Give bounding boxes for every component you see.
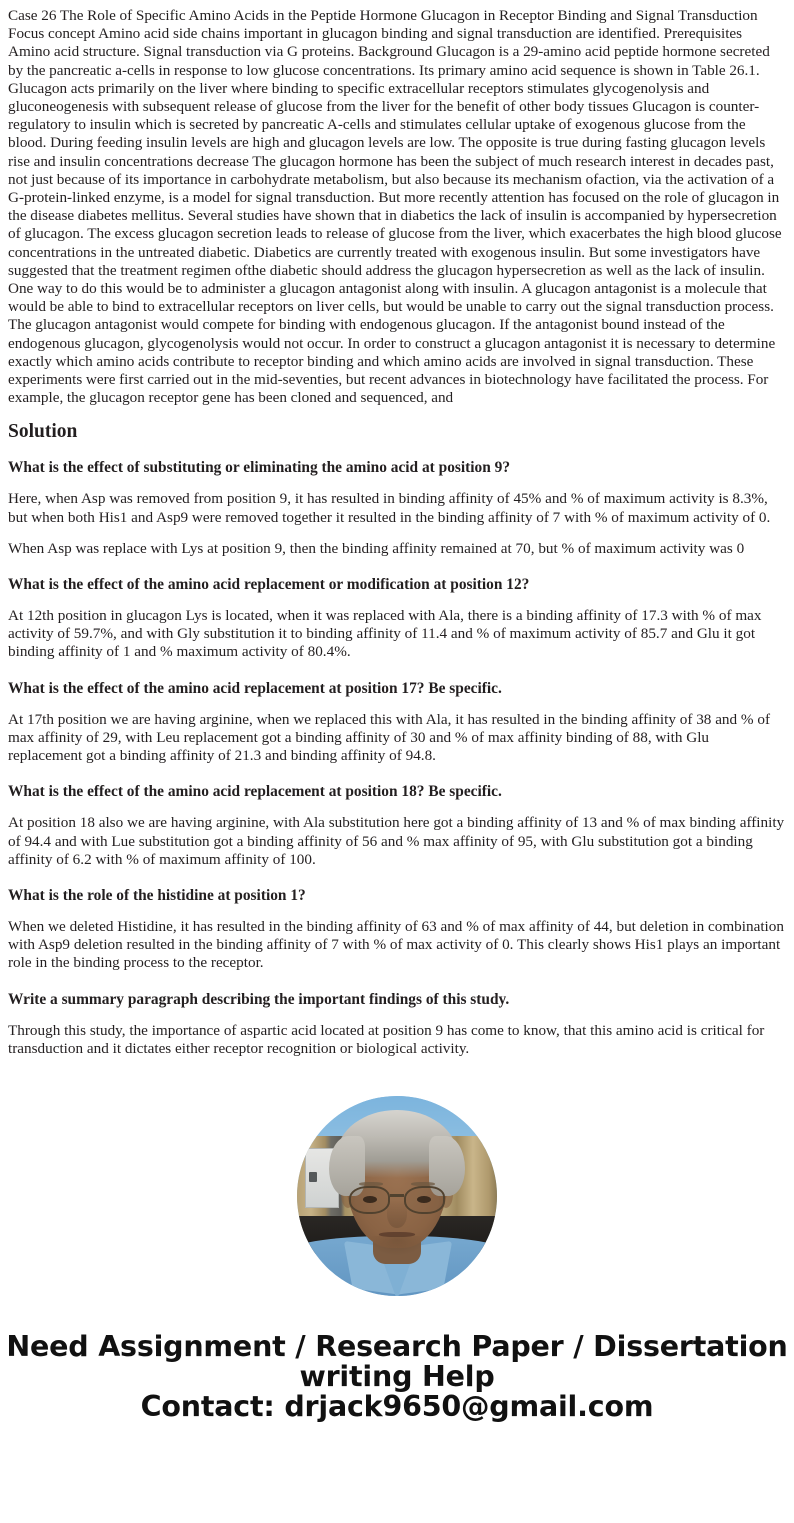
question-heading: Write a summary paragraph describing the important findings of this study.	[8, 990, 510, 1008]
photo-glasses-bridge	[390, 1194, 403, 1196]
solution-heading: Solution	[8, 421, 78, 443]
answer-text: When Asp was replace with Lys at position 9, then the binding affinity remained at 70, but % of maximum activity was 0	[8, 539, 745, 557]
qa-block-position-12	[8, 575, 786, 662]
photo-eye-left	[363, 1196, 377, 1203]
answer-text: Through this study, the importance of aspartic acid located at position 9 has come to know, that this amino acid is critical for transduction and it dictates either receptor recognition or biological activity.	[8, 1021, 765, 1057]
footer-line-2: writing Help	[299, 1359, 495, 1393]
answer-text: At 12th position in glucagon Lys is located, when it was replaced with Ala, there is a binding affinity of 17.3 with % of max activity of 59.7%, and with Gly substitution it to binding affinity of 11.4 and % of maximum activity of 85.7 and Glu it got binding affinity of 1 and % maximum activity of 80.4%.	[8, 607, 762, 661]
photo-chin	[369, 1236, 425, 1256]
question-heading: What is the role of the histidine at position 1?	[8, 886, 306, 904]
qa-block-position-18	[8, 782, 786, 869]
qa-block-histidine-position-1	[8, 886, 786, 973]
footer-line-1: Need Assignment / Research Paper / Dissertation	[6, 1329, 788, 1363]
answer-text: Here, when Asp was removed from position 9, it has resulted in binding affinity of 45% and % of maximum activity is 8.3%, but when both His1 and Asp9 were removed together it resulted in the binding affinity of 7 with % of maximum activity of 0.	[8, 490, 771, 526]
portrait-photo	[297, 1096, 497, 1296]
question-heading: What is the effect of the amino acid replacement at position 17? Be specific.	[8, 679, 502, 697]
intro-paragraph: Case 26 The Role of Specific Amino Acids in the Peptide Hormone Glucagon in Receptor Binding and Signal Transduction Focus concept Amino acid side chains important in glucagon binding and signal transduction are identified. Prerequisites Amino acid structure. Signal transduction via G proteins. Background Glucagon is a 29-amino acid peptide hormone secreted by the pancreatic a-cells in response to low glucose concentrations. Its primary amino acid sequence is shown in Table 26.1. Glucagon acts primarily on the liver where binding to specific extracellular receptors stimulates glycogenolysis and gluconeogenesis with subsequent release of glucose from the liver for the benefit of other body tissues Glucagon is counter-regulatory to insulin which is secreted by pancreatic A-cells and stimulates cellular uptake of exogenous glucose from the blood. During feeding insulin levels are high and glucagon levels are low. The opposite is true during fasting glucagon levels rise and insulin concentrations decrease The glucagon hormone has been the subject of much research interest in decades past, not just because of its importance in carbohydrate metabolism, but also because its mechanism ofaction, via the activation of a G-protein-linked enzyme, is a model for signal transduction. But more recently attention has focused on the role of glucagon in the disease diabetes mellitus. Several studies have shown that in diabetics the lack of insulin is accompanied by hypersecretion of glucagon. The excess glucagon secretion leads to release of glucose from the liver, which exacerbates the high blood glucose concentrations in the untreated diabetic. Diabetics are currently treated with exogenous insulin. But some investigators have suggested that the treatment regimen ofthe diabetic should address the glucagon hypersecretion as well as the lack of insulin. One way to do this would be to administer a glucagon antagonist along with insulin. A glucagon antagonist is a molecule that would be able to bind to extracellular receptors on liver cells, but would be unable to carry out the signal transduction process. The glucagon antagonist would compete for binding with endogenous glucagon. If the antagonist bound instead of the endogenous glucagon, glycogenolysis would not occur. In order to construct a glucagon antagonist it is necessary to determine exactly which amino acids contribute to receptor binding and which amino acids are involved in signal transduction. These experiments were first carried out in the mid-seventies, but recent advances in biotechnology have facilitated the process. For example, the glucagon receptor gene has been cloned and sequenced, and	[8, 7, 782, 407]
portrait-container	[0, 1096, 794, 1296]
answer-text: At position 18 also we are having arginine, with Ala substitution here got a binding affinity of 13 and % of max binding affinity of 94.4 and with Lue substitution got a binding affinity of 56 and % max affinity of 95, with Glu substitution got a binding affinity of 6.2 with % of maximum affinity of 100.	[8, 814, 785, 868]
photo-nose	[387, 1200, 407, 1228]
answer-text: At 17th position we are having arginine, when we replaced this with Ala, it has resulted in the binding affinity of 38 and % of max affinity of 29, with Leu replacement got a binding affinity of 30 and % of max affinity binding of 88, with Glu replacement got a binding affinity of 21.3 and binding affinity of 94.8.	[8, 710, 771, 765]
qa-block-position-17	[8, 679, 786, 766]
qa-block-position-9	[8, 458, 786, 558]
qa-block-summary	[8, 990, 786, 1058]
question-heading: What is the effect of the amino acid replacement or modification at position 12?	[8, 576, 530, 594]
question-heading: What is the effect of the amino acid replacement at position 18? Be specific.	[8, 783, 502, 801]
photo-wall-switch	[309, 1172, 317, 1182]
footer-line-3: Contact: drjack9650@gmail.com	[140, 1389, 654, 1423]
photo-eye-right	[417, 1196, 431, 1203]
question-heading: What is the effect of substituting or eliminating the amino acid at position 9?	[8, 459, 511, 477]
footer-contact-block	[0, 1329, 794, 1446]
answer-text: When we deleted Histidine, it has resulted in the binding affinity of 63 and % of max affinity of 44, but deletion in combination with Asp9 deletion resulted in the binding affinity of 7 with % of max activity of 0. This clearly shows His1 plays an important role in the binding process to the receptor.	[8, 917, 784, 972]
